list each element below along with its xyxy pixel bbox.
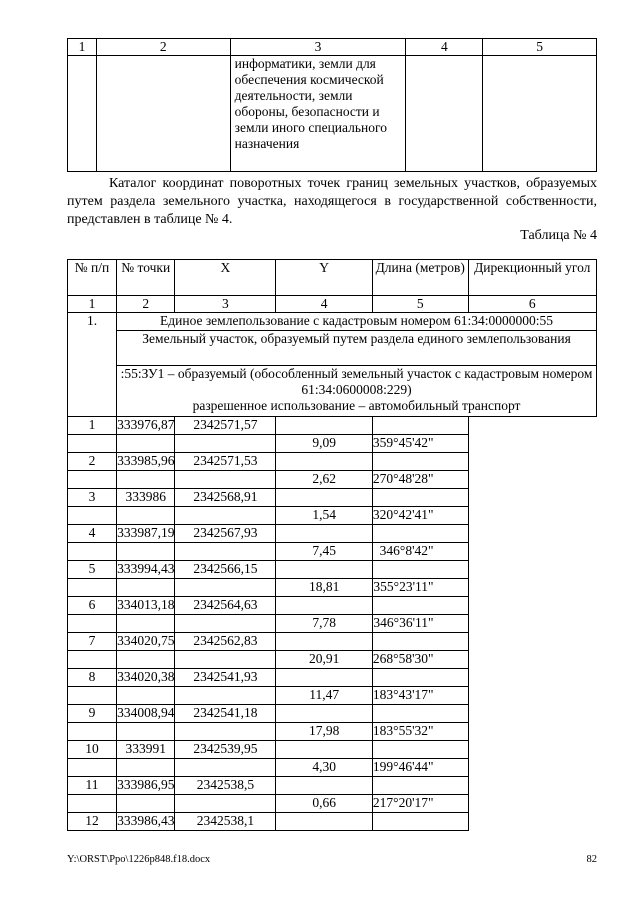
point-y: 2342541,93 [175, 669, 276, 687]
segment-row [68, 543, 597, 561]
point-row [68, 669, 597, 687]
point-number: 6 [68, 597, 117, 615]
zu-title-row [68, 366, 597, 417]
point-number: 8 [68, 669, 117, 687]
point-y: 2342538,1 [175, 813, 276, 831]
segment-length: 11,47 [276, 687, 373, 705]
point-y: 2342538,5 [175, 777, 276, 795]
header-y: Y [276, 260, 373, 296]
segment-length: 1,54 [276, 507, 373, 525]
segment-length: 17,98 [276, 723, 373, 741]
point-number: 12 [68, 813, 117, 831]
point-x: 333986,43 [117, 813, 175, 831]
point-row [68, 561, 597, 579]
point-y: 2342562,83 [175, 633, 276, 651]
row-number: 1. [68, 313, 117, 417]
segment-angle: 346°36'11" [372, 615, 468, 633]
point-x: 333985,96 [117, 453, 175, 471]
col-header: 4 [406, 39, 483, 56]
segment-angle: 346°8'42" [372, 543, 468, 561]
segment-angle: 199°46'44" [372, 759, 468, 777]
segment-row [68, 579, 597, 597]
point-x: 334008,94 [117, 705, 175, 723]
intro-paragraph: Каталог координат поворотных точек границ земельных участков, образуемых путем раздела земельного участка, находящегося в государственной собственности, представлен в таблице № 4. [67, 176, 597, 227]
segment-length: 20,91 [276, 651, 373, 669]
point-row [68, 453, 597, 471]
segment-length: 9,09 [276, 435, 373, 453]
segment-row [68, 615, 597, 633]
point-row [68, 813, 597, 831]
footer-file-path: Y:\ORST\Ppo\1226p848.f18.docx [67, 854, 211, 865]
point-y: 2342541,18 [175, 705, 276, 723]
segment-row [68, 723, 597, 741]
point-number: 10 [68, 741, 117, 759]
segment-length: 2,62 [276, 471, 373, 489]
point-row [68, 597, 597, 615]
unified-title: Единое землепользование с кадастровым номером 61:34:0000000:55 [117, 313, 597, 331]
point-x: 334020,75 [117, 633, 175, 651]
use-title: разрешенное использование – автомобильный транспорт [192, 398, 521, 413]
point-number: 2 [68, 453, 117, 471]
point-y: 2342568,91 [175, 489, 276, 507]
header-num: № п/п [68, 260, 117, 296]
footer-page-number: 82 [586, 854, 597, 865]
land-category-text: информатики, земли для обеспечения космической деятельности, земли обороны, безопасности и земли иного специального назначения [230, 56, 406, 172]
coord-header-row [68, 260, 597, 296]
formed-title: Земельный участок, образуемый путем раздела единого землепользования [117, 331, 597, 366]
table-label: Таблица № 4 [520, 228, 597, 243]
point-row [68, 489, 597, 507]
point-x: 333994,43 [117, 561, 175, 579]
unified-title-row [68, 313, 597, 331]
segment-length: 4,30 [276, 759, 373, 777]
continuation-table [67, 38, 597, 172]
point-x: 334013,18 [117, 597, 175, 615]
continuation-body-row [68, 56, 597, 172]
point-y: 2342571,53 [175, 453, 276, 471]
col-header: 2 [96, 39, 230, 56]
point-number: 4 [68, 525, 117, 543]
header-point: № точки [117, 260, 175, 296]
point-y: 2342564,63 [175, 597, 276, 615]
segment-length: 18,81 [276, 579, 373, 597]
point-y: 2342539,95 [175, 741, 276, 759]
segment-row [68, 687, 597, 705]
point-row [68, 417, 597, 435]
point-x: 333986 [117, 489, 175, 507]
point-x: 333976,87 [117, 417, 175, 435]
col-header: 1 [68, 39, 97, 56]
continuation-header-row [68, 39, 597, 56]
points-body [68, 417, 597, 831]
point-row [68, 705, 597, 723]
segment-length: 7,45 [276, 543, 373, 561]
col-number-row: 1 2 3 4 5 6 [68, 296, 597, 313]
point-x: 334020,38 [117, 669, 175, 687]
point-number: 1 [68, 417, 117, 435]
point-number: 9 [68, 705, 117, 723]
point-row [68, 777, 597, 795]
segment-angle: 217°20'17" [372, 795, 468, 813]
point-x: 333986,95 [117, 777, 175, 795]
segment-row [68, 759, 597, 777]
point-y: 2342571,57 [175, 417, 276, 435]
point-row [68, 633, 597, 651]
segment-row [68, 795, 597, 813]
segment-row [68, 507, 597, 525]
header-length: Длина (метров) [372, 260, 468, 296]
header-angle: Дирекционный угол [468, 260, 596, 296]
formed-title-row [68, 331, 597, 366]
segment-row [68, 435, 597, 453]
segment-angle: 270°48'28" [372, 471, 468, 489]
coordinates-table [67, 259, 597, 831]
segment-row [68, 651, 597, 669]
segment-angle: 359°45'42" [372, 435, 468, 453]
point-x: 333991 [117, 741, 175, 759]
point-number: 7 [68, 633, 117, 651]
point-x: 333987,19 [117, 525, 175, 543]
point-row [68, 525, 597, 543]
point-number: 11 [68, 777, 117, 795]
header-x: X [175, 260, 276, 296]
col-header: 3 [230, 39, 406, 56]
zu-title: :55:ЗУ1 – образуемый (обособленный земельный участок с кадастровым номером 61:34:0600008:229) [120, 366, 593, 397]
col-header: 5 [483, 39, 597, 56]
point-row [68, 741, 597, 759]
segment-row [68, 471, 597, 489]
segment-angle: 183°43'17" [372, 687, 468, 705]
point-y: 2342567,93 [175, 525, 276, 543]
point-number: 3 [68, 489, 117, 507]
segment-angle: 183°55'32" [372, 723, 468, 741]
segment-length: 7,78 [276, 615, 373, 633]
point-y: 2342566,15 [175, 561, 276, 579]
segment-angle: 320°42'41" [372, 507, 468, 525]
segment-angle: 268°58'30" [372, 651, 468, 669]
segment-length: 0,66 [276, 795, 373, 813]
point-number: 5 [68, 561, 117, 579]
segment-angle: 355°23'11" [372, 579, 468, 597]
